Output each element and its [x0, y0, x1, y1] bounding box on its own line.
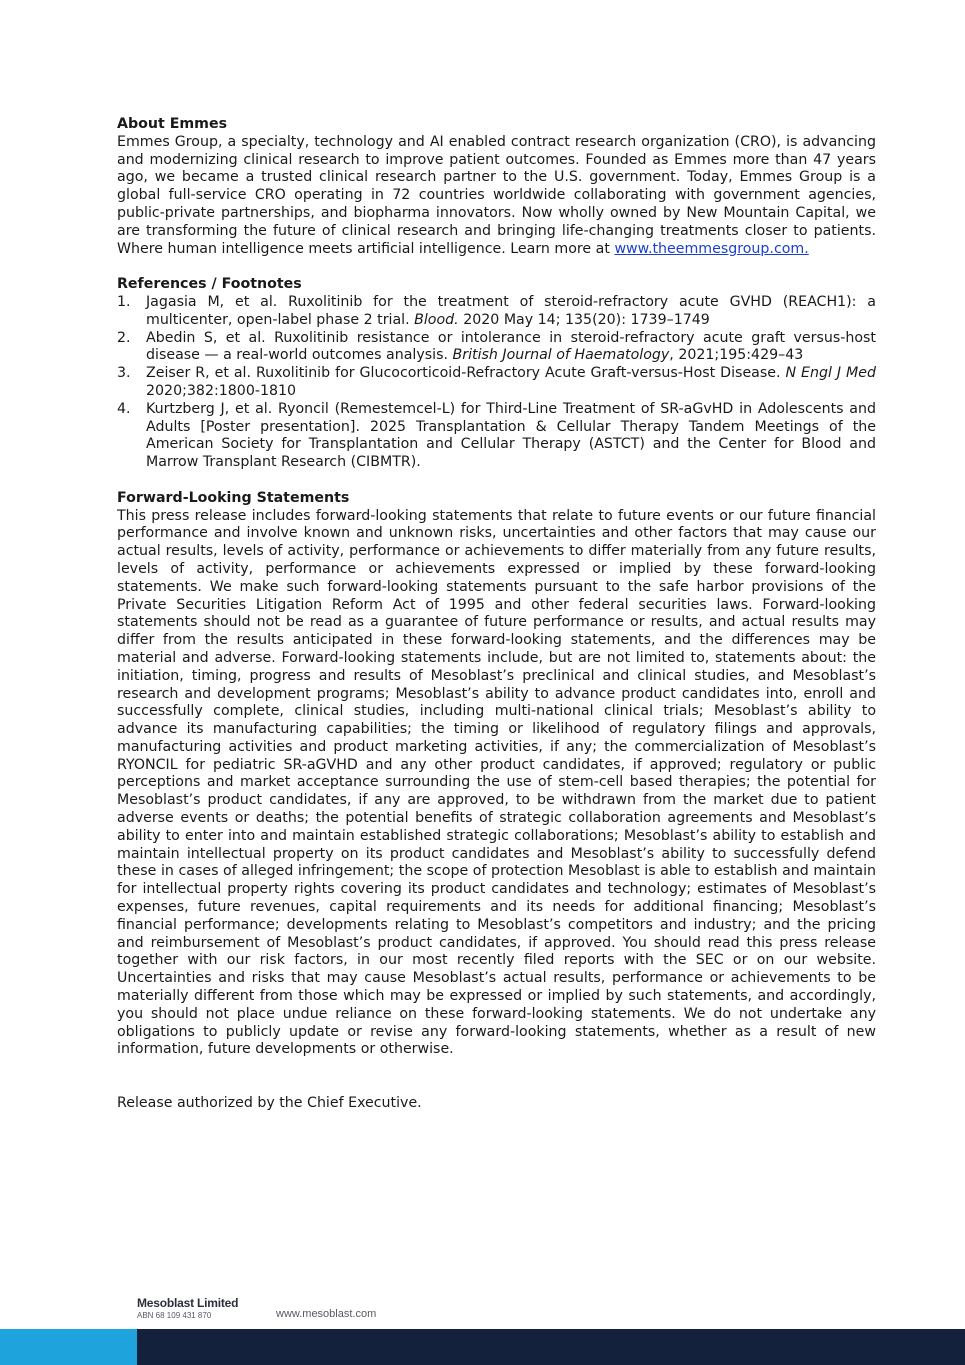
reference-citation: , 2021;195:429–43	[669, 347, 804, 364]
references-list	[117, 294, 876, 472]
footer-company-logo	[137, 1296, 238, 1320]
about-paragraph	[117, 134, 876, 259]
about-section	[117, 116, 876, 258]
reference-number: 1.	[117, 293, 131, 310]
reference-journal: Blood.	[414, 311, 459, 328]
reference-number: 4.	[117, 400, 131, 417]
reference-number: 3.	[117, 365, 131, 382]
document-body	[117, 116, 876, 1113]
references-section	[117, 276, 876, 472]
footer-company-name: Mesoblast Limited	[137, 1296, 239, 1310]
reference-citation: 2020 May 14; 135(20): 1739–1749	[458, 311, 710, 328]
reference-text: Zeiser R, et al. Ruxolitinib for Glucocorticoid-Refractory Acute Graft-versus-Host Disease.	[146, 365, 786, 382]
reference-number: 2.	[117, 329, 131, 346]
forward-looking-heading: Forward-Looking Statements	[117, 489, 350, 506]
about-body-text: Emmes Group, a specialty, technology and AI enabled contract research organization (CRO), is advancing and modernizing clinical research to improve patient outcomes. Founded as Emmes more than 47 years ago, we became a trusted clinical research partner to the U.S. government. Today, Emmes Group is a global full-service CRO operating in 72 countries worldwide collaborating with government agencies, public-private partnerships, and biopharma innovators. Now wholly owned by New Mountain Capital, we are transforming the future of clinical research and bringing life-changing treatments closer to patients. Where human intelligence meets artificial intelligence. Learn more at	[117, 133, 876, 257]
reference-text: Abedin S, et al. Ruxolitinib resistance or intolerance in steroid-refractory acute graft versus-host disease — a real-world outcomes analysis.	[146, 329, 876, 364]
reference-item	[117, 294, 876, 330]
forward-looking-paragraph: This press release includes forward-looking statements that relate to future events or our future financial performance and involve known and unknown risks, uncertainties and other factors that may cause our actual results, levels of activity, performance or achievements to differ materially from any future results, levels of activity, performance or achievements expressed or implied by these forward-looking statements. We make such forward-looking statements pursuant to the safe harbor provisions of the Private Securities Litigation Reform Act of 1995 and other federal securities laws. Forward-looking statements should not be read as a guarantee of future performance or results, and actual results may differ from the results anticipated in these forward-looking statements, and the differences may be material and adverse. Forward-looking statements include, but are not limited to, statements about: the initiation, timing, progress and results of Mesoblast’s preclinical and clinical studies, and Mesoblast’s research and development programs; Mesoblast’s ability to advance product candidates into, enroll and successfully complete, clinical studies, including multi-national clinical trials; Mesoblast’s ability to advance its manufacturing capabilities; the timing or likelihood of regulatory filings and approvals, manufacturing activities and product marketing activities, if any; the commercialization of Mesoblast’s RYONCIL for pediatric SR-aGVHD and any other product candidates, if approved; regulatory or public perceptions and market acceptance surrounding the use of stem-cell based therapies; the potential for Mesoblast’s product candidates, if any are approved, to be withdrawn from the market due to patient adverse events or deaths; the potential benefits of strategic collaboration agreements and Mesoblast’s ability to enter into and maintain established strategic collaborations; Mesoblast’s ability to establish and maintain intellectual property on its product candidates and Mesoblast’s ability to successfully defend these in cases of alleged infringement; the scope of protection Mesoblast is able to establish and maintain for intellectual property rights covering its product candidates and technology; estimates of Mesoblast’s expenses, future revenues, capital requirements and its needs for additional financing; Mesoblast’s financial performance; developments relating to Mesoblast’s competitors and industry; and the pricing and reimbursement of Mesoblast’s product candidates, if approved. You should read this press release together with our risk factors, in our most recently filed reports with the SEC or on our website. Uncertainties and risks that may cause Mesoblast’s actual results, performance or achievements to be materially different from those which may be expressed or implied by such statements, and accordingly, you should not place undue reliance on these forward-looking statements. We do not undertake any obligations to publicly update or revise any forward-looking statements, whether as a result of new information, future developments or otherwise.	[117, 507, 876, 1058]
reference-text: Jagasia M, et al. Ruxolitinib for the treatment of steroid-refractory acute GVHD (REACH1): a multicenter, open-label phase 2 trial.	[146, 293, 876, 328]
reference-item	[117, 330, 876, 366]
reference-item	[117, 401, 876, 472]
footer-abn: ABN 68 109 431 870	[137, 1311, 212, 1320]
release-note: Release authorized by the Chief Executive.	[117, 1094, 422, 1111]
footer-accent-bar	[0, 1329, 137, 1365]
footer-website: www.mesoblast.com	[276, 1308, 377, 1320]
reference-citation: 2020;382:1800-1810	[146, 382, 297, 399]
emmes-website-link[interactable]: www.theemmesgroup.com.	[614, 240, 809, 257]
forward-looking-section	[117, 490, 876, 1060]
reference-item	[117, 365, 876, 401]
references-heading: References / Footnotes	[117, 276, 302, 293]
reference-text: Kurtzberg J, et al. Ryoncil (Remestemcel-L) for Third-Line Treatment of SR-aGvHD in Adolescents and Adults [Poster presentation]. 2025 Transplantation & Cellular Therapy Tandem Meetings of the American Society for Transplantation and Cellular Therapy (ASTCT) and the Center for Blood and Marrow Transplant Research (CIBMTR).	[146, 400, 876, 471]
reference-journal: British Journal of Haematology	[452, 347, 670, 364]
footer-dark-bar	[137, 1329, 965, 1365]
about-heading: About Emmes	[117, 116, 228, 132]
reference-journal: N Engl J Med	[785, 365, 876, 382]
